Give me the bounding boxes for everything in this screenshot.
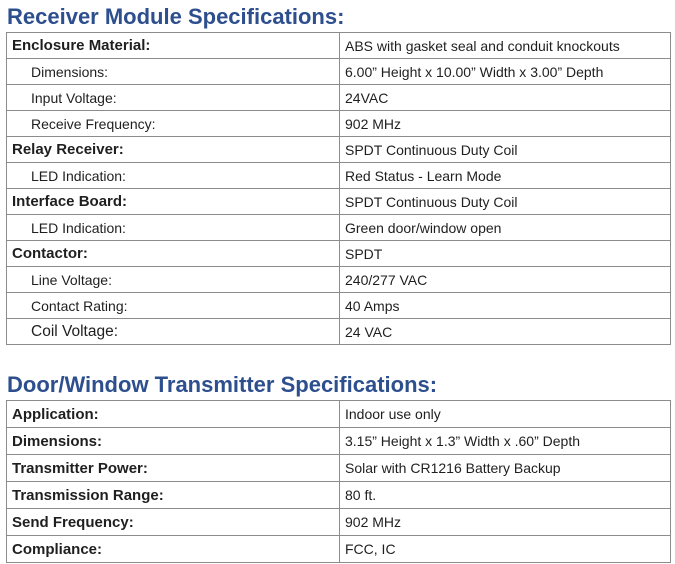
table-row [7, 293, 671, 319]
table-row [7, 137, 671, 163]
spec-value: SPDT [340, 241, 671, 267]
spec-label: Transmitter Power: [7, 455, 340, 482]
spec-label: Receive Frequency: [7, 111, 340, 137]
spec-label: Compliance: [7, 536, 340, 563]
table-row [7, 401, 671, 428]
table-row [7, 428, 671, 455]
spec-value: Solar with CR1216 Battery Backup [340, 455, 671, 482]
spec-value: 40 Amps [340, 293, 671, 319]
table-row [7, 189, 671, 215]
table-row [7, 267, 671, 293]
table-row [7, 319, 671, 345]
spec-value: SPDT Continuous Duty Coil [340, 137, 671, 163]
spec-value: FCC, IC [340, 536, 671, 563]
spec-value: Indoor use only [340, 401, 671, 428]
receiver-specs-heading: Receiver Module Specifications: [7, 4, 345, 29]
spec-value: Green door/window open [340, 215, 671, 241]
table-row [7, 111, 671, 137]
spec-value: Red Status - Learn Mode [340, 163, 671, 189]
table-row [7, 85, 671, 111]
table-row [7, 509, 671, 536]
spec-label: LED Indication: [7, 163, 340, 189]
table-row [7, 536, 671, 563]
spec-label: Dimensions: [7, 59, 340, 85]
table-row [7, 33, 671, 59]
spec-label: Contactor: [7, 241, 340, 267]
transmitter-specs-table [6, 400, 671, 563]
spec-label: LED Indication: [7, 215, 340, 241]
spec-value: SPDT Continuous Duty Coil [340, 189, 671, 215]
spec-value: 902 MHz [340, 111, 671, 137]
table-row [7, 455, 671, 482]
spec-label: Transmission Range: [7, 482, 340, 509]
spec-label: Enclosure Material: [7, 33, 340, 59]
spec-value: 3.15” Height x 1.3” Width x .60” Depth [340, 428, 671, 455]
table-row [7, 163, 671, 189]
spec-label: Application: [7, 401, 340, 428]
table-row [7, 482, 671, 509]
spec-label: Dimensions: [7, 428, 340, 455]
spec-label: Input Voltage: [7, 85, 340, 111]
transmitter-specs-heading: Door/Window Transmitter Specifications: [7, 372, 438, 397]
spec-label: Coil Voltage: [7, 319, 340, 345]
spec-label: Relay Receiver: [7, 137, 340, 163]
spec-label: Contact Rating: [7, 293, 340, 319]
spec-label: Interface Board: [7, 189, 340, 215]
receiver-specs-table [6, 32, 671, 345]
table-row [7, 59, 671, 85]
spec-value: 6.00” Height x 10.00” Width x 3.00” Depth [340, 59, 671, 85]
spec-value: 902 MHz [340, 509, 671, 536]
spec-value: 80 ft. [340, 482, 671, 509]
spec-label: Line Voltage: [7, 267, 340, 293]
spec-value: 24VAC [340, 85, 671, 111]
spec-value: 240/277 VAC [340, 267, 671, 293]
spec-label: Send Frequency: [7, 509, 340, 536]
table-row [7, 215, 671, 241]
spec-value: ABS with gasket seal and conduit knockouts [340, 33, 671, 59]
table-row [7, 241, 671, 267]
spec-value: 24 VAC [340, 319, 671, 345]
